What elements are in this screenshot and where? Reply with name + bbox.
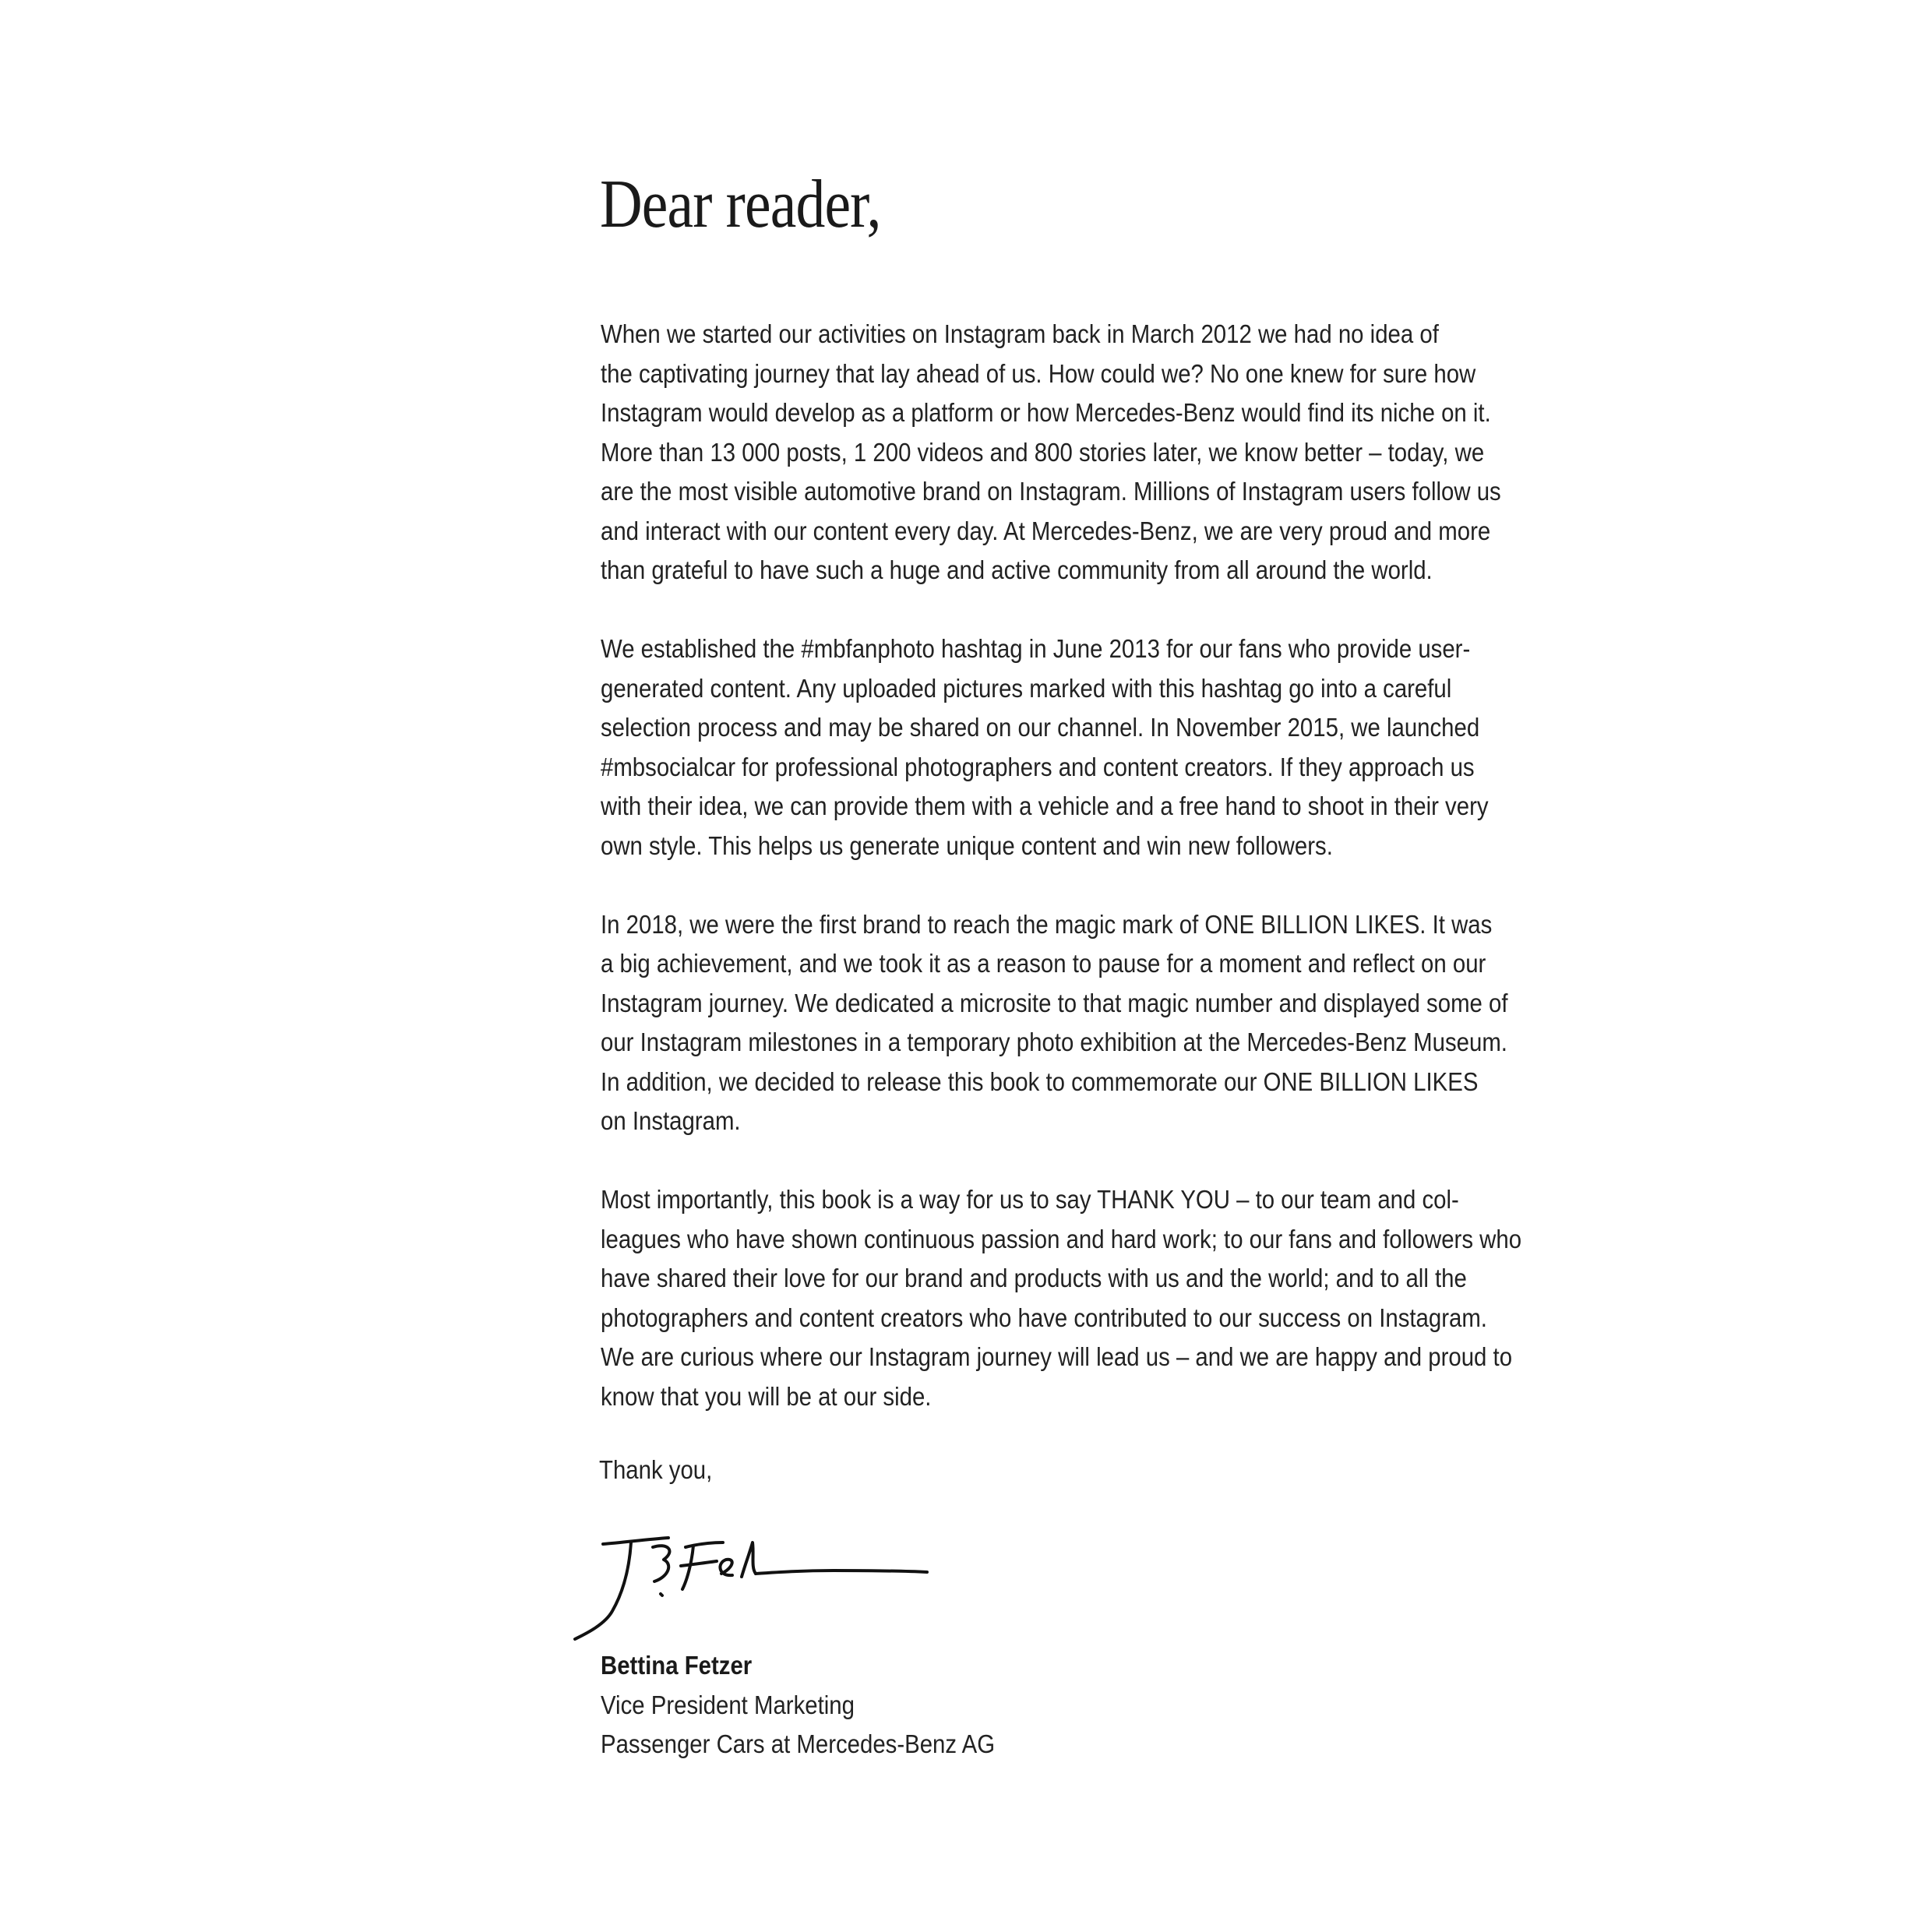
body-line: More than 13 000 posts, 1 200 videos and 800 stories later, we know better – today, we	[601, 437, 1485, 467]
body-line: We established the #mbfanphoto hashtag in June 2013 for our fans who provide user-	[601, 634, 1471, 663]
body-line: In 2018, we were the first brand to reach the magic mark of ONE BILLION LIKES. It was	[601, 909, 1493, 939]
handwritten-signature	[569, 1527, 943, 1652]
body-line: generated content. Any uploaded pictures marked with this hashtag go into a careful	[601, 673, 1452, 703]
body-line: Most importantly, this book is a way for us to say THANK YOU – to our team and col-	[601, 1185, 1459, 1214]
signer-block	[601, 1646, 1044, 1765]
body-line: selection process and may be shared on our channel. In November 2015, we launched	[601, 713, 1480, 742]
body-line: When we started our activities on Instagram back in March 2012 we had no idea of	[601, 319, 1439, 348]
salutation-heading: Dear reader,	[600, 167, 881, 242]
body-line: photographers and content creators who have contributed to our success on Instagram.	[601, 1303, 1487, 1332]
body-line: leagues who have shown continuous passion and hard work; to our fans and followers who	[601, 1224, 1522, 1253]
body-line: Instagram journey. We dedicated a microsite to that magic number and displayed some of	[601, 988, 1508, 1017]
body-line: We are curious where our Instagram journey will lead us – and we are happy and proud to	[601, 1342, 1513, 1371]
body-line: our Instagram milestones in a temporary photo exhibition at the Mercedes-Benz Museum.	[601, 1028, 1507, 1056]
body-line: a big achievement, and we took it as a reason to pause for a moment and reflect on our	[601, 949, 1486, 978]
signer-title: Vice President Marketing	[601, 1690, 855, 1719]
body-line: with their idea, we can provide them with a vehicle and a free hand to shoot in their very	[601, 791, 1489, 820]
body-line: on Instagram.	[601, 1106, 741, 1135]
body-line: In addition, we decided to release this book to commemorate our ONE BILLION LIKES	[601, 1066, 1479, 1096]
paragraph-1	[601, 315, 1629, 591]
body-line: have shared their love for our brand and products with us and the world; and to all the	[601, 1264, 1467, 1292]
paragraph-2	[601, 629, 1629, 866]
signer-name: Bettina Fetzer	[601, 1651, 753, 1680]
signer-organization: Passenger Cars at Mercedes-Benz AG	[601, 1729, 996, 1758]
paragraph-4	[601, 1180, 1629, 1416]
body-line: own style. This helps us generate unique content and win new followers.	[601, 830, 1333, 860]
body-line: are the most visible automotive brand on Instagram. Millions of Instagram users follow us	[601, 477, 1501, 506]
body-line: Instagram would develop as a platform or how Mercedes-Benz would find its niche on it.	[601, 398, 1491, 427]
body-line: #mbsocialcar for professional photographers and content creators. If they approach us	[601, 752, 1475, 781]
body-line: know that you will be at our side.	[601, 1381, 932, 1411]
body-line: than grateful to have such a huge and active community from all around the world.	[601, 555, 1433, 584]
closing-text: Thank you,	[599, 1455, 713, 1484]
paragraph-3	[601, 905, 1629, 1141]
body-line: and interact with our content every day. At Mercedes-Benz, we are very proud and more	[601, 516, 1491, 545]
letter-body	[601, 315, 1629, 1456]
body-line: the captivating journey that lay ahead of us. How could we? No one knew for sure how	[601, 358, 1476, 388]
